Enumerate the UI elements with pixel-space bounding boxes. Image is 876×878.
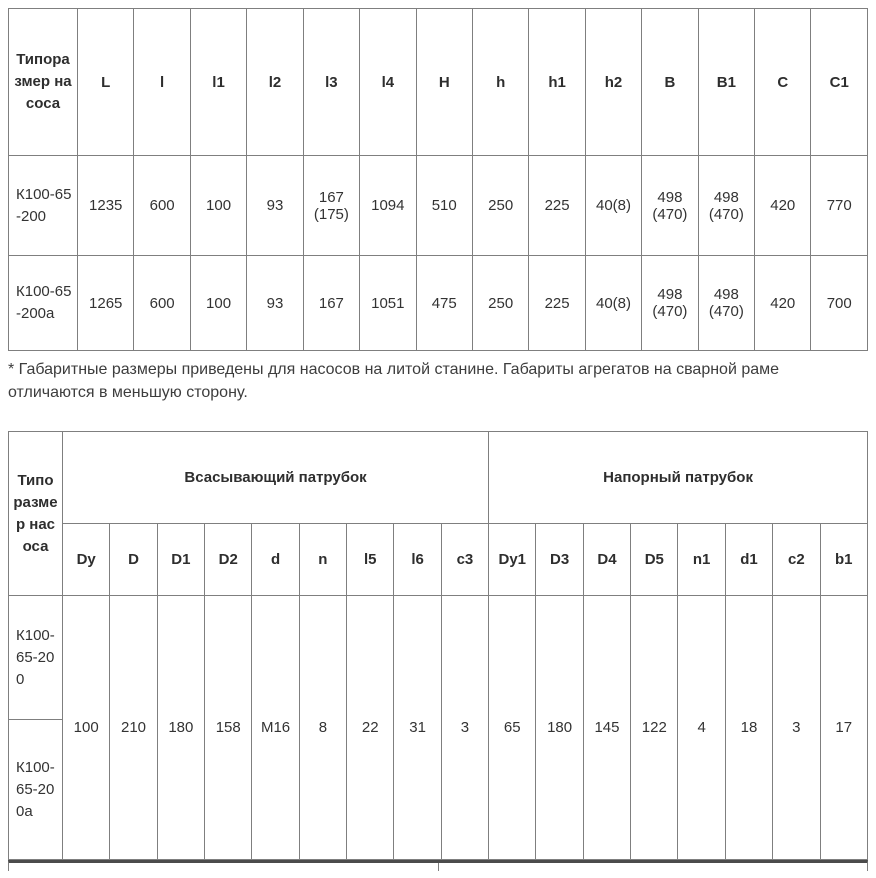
flange-table <box>8 431 868 860</box>
cell: 180 <box>157 596 204 860</box>
row-label: К100-65-200 <box>9 596 63 720</box>
cell: 498 (470) <box>642 156 698 256</box>
cell: 1265 <box>78 256 134 351</box>
column-header-D4: D4 <box>583 524 630 596</box>
cell: 210 <box>110 596 157 860</box>
column-header-n1: n1 <box>678 524 725 596</box>
table-row <box>9 156 868 256</box>
corner-header: Типоразмер насоса <box>9 432 63 596</box>
cell: 3 <box>773 596 820 860</box>
column-header-D2: D2 <box>205 524 252 596</box>
cell: 65 <box>489 596 536 860</box>
cell: 250 <box>472 256 528 351</box>
flange-table-group-header-row <box>9 432 868 524</box>
column-header-D3: D3 <box>536 524 583 596</box>
row-label: К100-65-200а <box>9 256 78 351</box>
cell: 100 <box>190 256 246 351</box>
footnote: * Габаритные размеры приведены для насосов на литой станине. Габариты агрегатов на сварной раме отличаются в меньшую сторону. <box>8 361 780 402</box>
cell: 498 (470) <box>698 256 754 351</box>
row-label: К100-65-200а <box>9 720 63 860</box>
cropped-cell <box>9 863 439 871</box>
cell: 510 <box>416 156 472 256</box>
cell: 158 <box>205 596 252 860</box>
column-header-n: n <box>299 524 346 596</box>
column-header-b1: b1 <box>820 524 868 596</box>
corner-header: Типоразмер насоса <box>9 9 78 156</box>
cell: 17 <box>820 596 868 860</box>
page <box>8 8 868 871</box>
cell: 167 (175) <box>303 156 359 256</box>
column-header-l3: l3 <box>303 9 359 156</box>
cell: 145 <box>583 596 630 860</box>
column-header-c3: c3 <box>441 524 488 596</box>
cell: 600 <box>134 156 190 256</box>
column-header-l4: l4 <box>360 9 416 156</box>
flange-table-subheader-row <box>9 524 868 596</box>
cell: 1051 <box>360 256 416 351</box>
cropped-next-table-row <box>8 860 868 871</box>
cell: 420 <box>755 156 811 256</box>
cell: 31 <box>394 596 441 860</box>
cell: 180 <box>536 596 583 860</box>
row-label: К100-65-200 <box>9 156 78 256</box>
column-header-D1: D1 <box>157 524 204 596</box>
cell: М16 <box>252 596 299 860</box>
column-header-B1: B1 <box>698 9 754 156</box>
table-row <box>9 256 868 351</box>
column-header-B: B <box>642 9 698 156</box>
cell: 420 <box>755 256 811 351</box>
cell: 18 <box>725 596 772 860</box>
cell: 122 <box>631 596 678 860</box>
cell: 498 (470) <box>698 156 754 256</box>
column-header-C1: C1 <box>811 9 868 156</box>
cell: 93 <box>247 156 303 256</box>
column-header-H: H <box>416 9 472 156</box>
column-header-l6: l6 <box>394 524 441 596</box>
cell: 225 <box>529 256 585 351</box>
group-header-suction: Всасывающий патрубок <box>63 432 489 524</box>
cell: 3 <box>441 596 488 860</box>
column-header-C: C <box>755 9 811 156</box>
cell: 8 <box>299 596 346 860</box>
column-header-h2: h2 <box>585 9 641 156</box>
column-header-l2: l2 <box>247 9 303 156</box>
cell: 40(8) <box>585 256 641 351</box>
column-header-d1: d1 <box>725 524 772 596</box>
cell: 40(8) <box>585 156 641 256</box>
cell: 100 <box>63 596 110 860</box>
column-header-d: d <box>252 524 299 596</box>
cell: 1094 <box>360 156 416 256</box>
column-header-h: h <box>472 9 528 156</box>
cell: 4 <box>678 596 725 860</box>
cell: 100 <box>190 156 246 256</box>
column-header-Dy1: Dy1 <box>489 524 536 596</box>
cell: 475 <box>416 256 472 351</box>
cell: 225 <box>529 156 585 256</box>
cell: 93 <box>247 256 303 351</box>
cell: 167 <box>303 256 359 351</box>
cell: 22 <box>347 596 394 860</box>
cropped-cell <box>439 863 868 871</box>
column-header-D5: D5 <box>631 524 678 596</box>
column-header-D: D <box>110 524 157 596</box>
cell: 1235 <box>78 156 134 256</box>
dimensions-table-header-row <box>9 9 868 156</box>
column-header-l1: l1 <box>190 9 246 156</box>
table-row <box>9 596 868 720</box>
column-header-h1: h1 <box>529 9 585 156</box>
column-header-Dy: Dy <box>63 524 110 596</box>
dimensions-table <box>8 8 868 351</box>
group-header-discharge: Напорный патрубок <box>489 432 868 524</box>
cell: 600 <box>134 256 190 351</box>
column-header-l: l <box>134 9 190 156</box>
cell: 700 <box>811 256 868 351</box>
cell: 498 (470) <box>642 256 698 351</box>
column-header-L: L <box>78 9 134 156</box>
column-header-l5: l5 <box>347 524 394 596</box>
cell: 250 <box>472 156 528 256</box>
cell: 770 <box>811 156 868 256</box>
column-header-c2: c2 <box>773 524 820 596</box>
